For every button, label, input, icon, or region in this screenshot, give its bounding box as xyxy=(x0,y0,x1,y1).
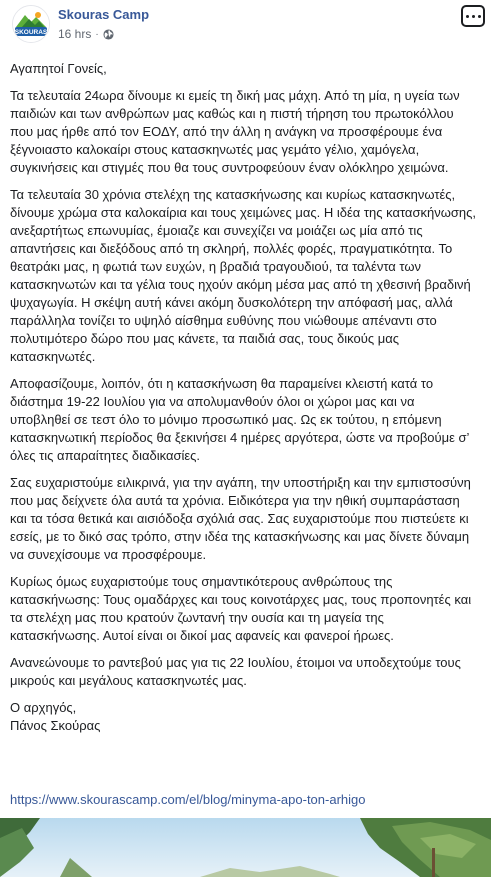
link-preview-image[interactable] xyxy=(0,818,491,877)
post-meta xyxy=(58,27,114,41)
post-signoff: Ο αρχηγός, xyxy=(10,700,77,715)
more-options-icon xyxy=(466,15,469,18)
meta-separator: · xyxy=(95,28,99,40)
post-paragraph: Τα τελευταία 24ωρα δίνουμε κι εμείς τη δική μας μάχη. Από τη μία, η υγεία των παιδιών και των ανθρώπων μας καθώς και η πιστή τήρηση του πρωτοκόλλου που μας ήρθε από τον ΕΟΔΥ, από την άλλη η ανάγκη να προσφέρουμε ένα ξέγνοιαστο καλοκαίρι στους κατασκηνωτές μας γεμάτο γέλιο, χαμόγελα, συγκινήσεις και στιγμές που θα τους συντροφεύουν έναν ολόκληρο χειμώνα. xyxy=(10,88,460,175)
post-greeting: Αγαπητοί Γονείς, xyxy=(10,61,107,76)
more-options-button[interactable] xyxy=(461,5,485,27)
post-paragraph: Σας ευχαριστούμε ειλικρινά, για την αγάπη, την υποστήριξη και την εμπιστοσύνη που μας δείχνετε όλα αυτά τα χρόνια. Ειδικότερα για την ηθική συμπαράσταση και τα τόσα θετικά και αισιόδοξα σχόλιά σας. Σας ευχαριστούμε που πιστεύετε κι εσείς, με το δικό σας τρόπο, στην ιδέα της κατασκήνωσης και μας δίνετε δύναμη να συνεχίσουμε να προσφέρουμε. xyxy=(10,475,471,562)
post-paragraph: Τα τελευταία 30 χρόνια στελέχη της κατασκήνωσης και κυρίως κατασκηνωτές, δίνουμε χρώμα στα καλοκαίρια και τους χειμώνες μας. Η ιδέα της κατασκήνωσης, ανεξαρτήτως επωνυμίας, έμοιαζε και συνεχίζει να μοιάζει ως μία από τις απαντήσεις και διεξόδους από τη σκληρή, πολλές φορές, πραγματικότητα. Το θεατράκι μας, η φωτιά των ευχών, η βραδιά τραγουδιού, τα ταλέντα των κατασκηνωτών και τα γέλια τους ηχούν ακόμη μέσα μας από τη χθεσινή βραδινή ψυχαγωγία. Η σκέψη αυτή κάνει ακόμη δυσκολότερη την απόφασή μας, αλλά παράλληλα τονίζει το υψηλό αίσθημα ευθύνης που νιώθουμε απέναντι στο πολυτιμότερο δώρο που μας κάνετε, τα παιδιά σας, τους δικούς μας κατασκηνωτές. xyxy=(10,187,476,364)
more-options-icon-dot xyxy=(478,15,481,18)
camp-photo xyxy=(0,818,491,877)
camp-logo-icon xyxy=(13,6,49,42)
page-name-link[interactable]: Skouras Camp xyxy=(58,7,150,22)
post-header xyxy=(0,0,491,50)
more-options-icon-dot xyxy=(472,15,475,18)
post-timestamp[interactable]: 16 hrs xyxy=(58,27,92,41)
logo-text: SKOURAS xyxy=(14,29,48,36)
blog-post-link[interactable]: https://www.skourascamp.com/el/blog/minyma-apo-ton-arhigo xyxy=(10,792,366,807)
post-signature: Πάνος Σκούρας xyxy=(10,718,101,733)
post-paragraph: Ανανεώνουμε το ραντεβού μας για τις 22 Ιουλίου, έτοιμοι να υποδεχτούμε τους μικρούς και μεγάλους κατασκηνωτές μας. xyxy=(10,655,461,688)
page-avatar[interactable] xyxy=(12,5,50,43)
globe-icon[interactable] xyxy=(103,29,114,40)
post-paragraph: Κυρίως όμως ευχαριστούμε τους σημαντικότερους ανθρώπους της κατασκήνωσης: Τους ομαδάρχες και τους κοινοτάρχες μας, τους προπονητές και τα στελέχη μας που κρατούν ζωντανή την ουσία και τη μαγεία της κατασκήνωσης. Αυτοί είναι οι δικοί μας αφανείς και φανεροί ήρωες. xyxy=(10,574,472,643)
post-paragraph: Αποφασίζουμε, λοιπόν, ότι η κατασκήνωση θα παραμείνει κλειστή κατά το διάστημα 19-22 Ιουλίου για να απολυμανθούν όλοι οι χώροι μας και να υποβληθεί σε τεστ όλο το μόνιμο προσωπικό μας. Ως εκ τούτου, η επόμενη κατασκηνωτική περίοδος θα ξεκινήσει 4 ημέρες αργότερα, ώστε να προβούμε σ’ όλες τις απαραίτητες διαδικασίες. xyxy=(10,376,469,463)
post-body xyxy=(10,60,476,735)
